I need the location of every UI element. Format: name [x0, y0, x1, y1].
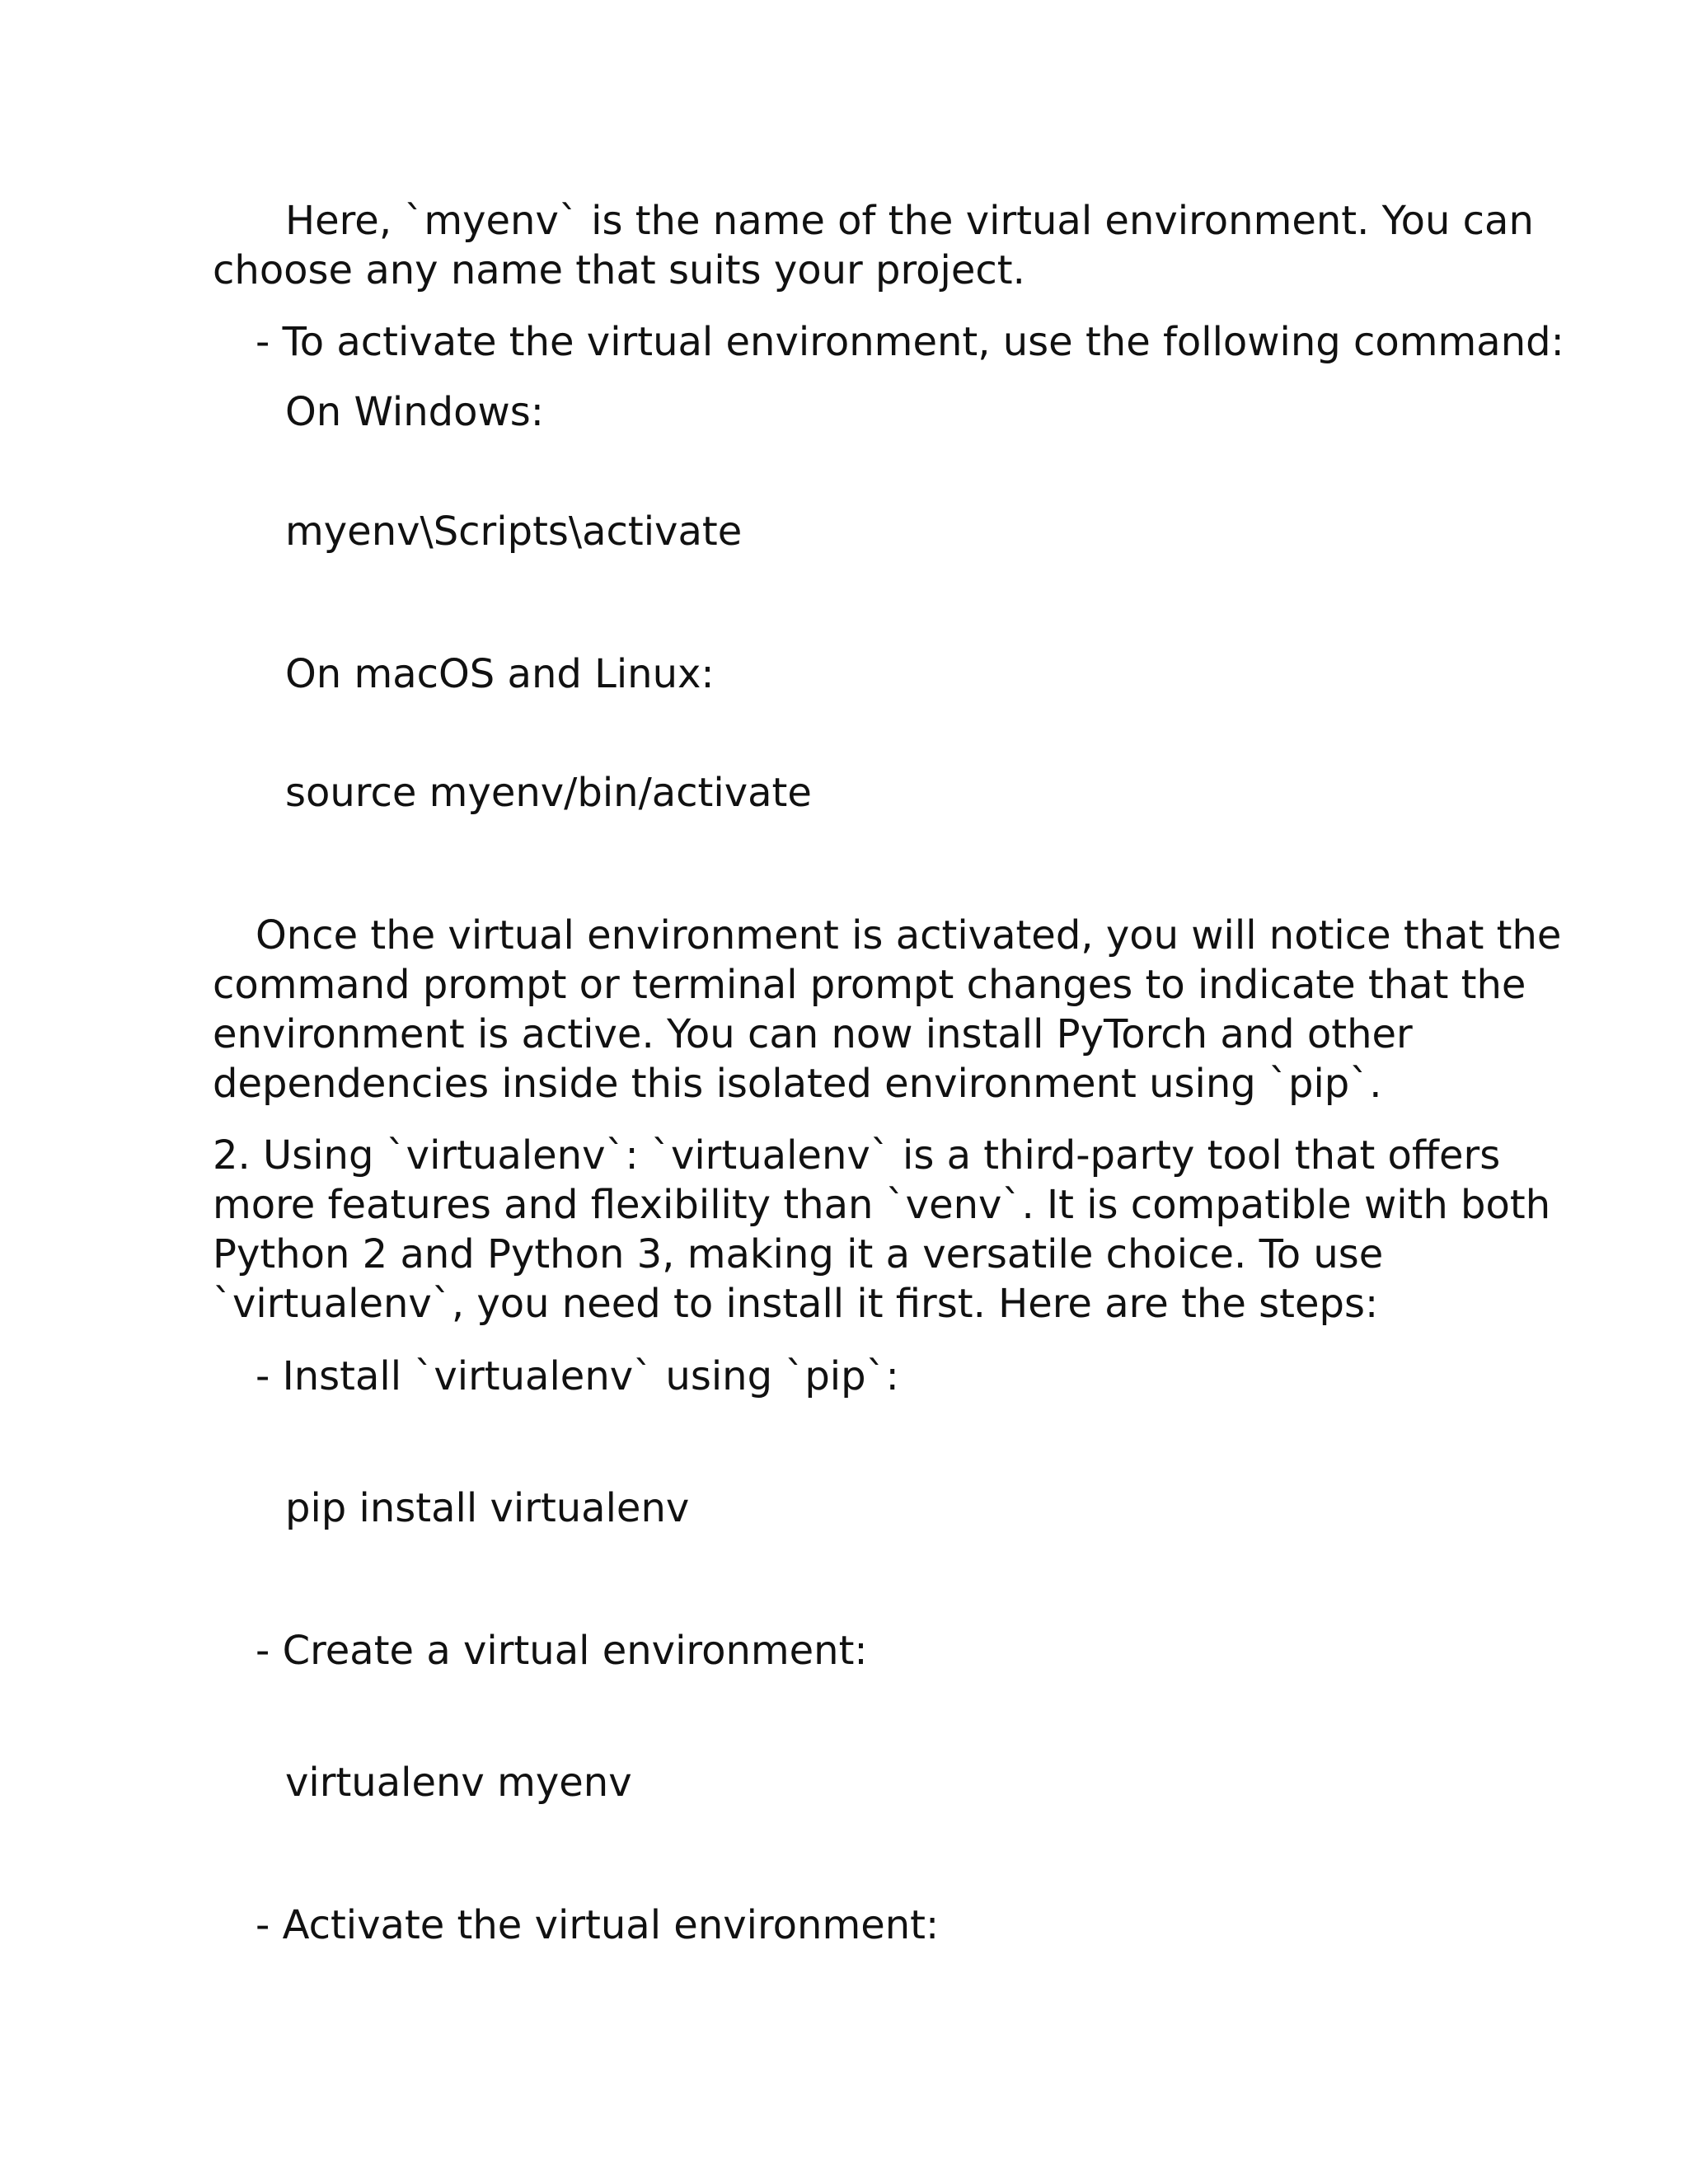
- paragraph-line: choose any name that suits your project.: [213, 247, 1025, 293]
- platform-label: On Windows:: [285, 389, 544, 435]
- paragraph-line: `virtualenv`, you need to install it first. Here are the steps:: [213, 1281, 1379, 1327]
- paragraph-line: Once the virtual environment is activated, you will notice that the: [256, 912, 1562, 958]
- paragraph-line: more features and flexibility than `venv`. It is compatible with both: [213, 1182, 1551, 1228]
- code-line: myenv\Scripts\activate: [285, 509, 743, 555]
- platform-label: On macOS and Linux:: [285, 651, 715, 697]
- paragraph-line: 2. Using `virtualenv`: `virtualenv` is a third-party tool that offers: [213, 1132, 1501, 1179]
- paragraph-line: environment is active. You can now install PyTorch and other: [213, 1011, 1413, 1057]
- code-line: pip install virtualenv: [285, 1485, 690, 1531]
- list-item: - Create a virtual environment:: [256, 1628, 868, 1674]
- list-item: - Activate the virtual environment:: [256, 1902, 940, 1948]
- paragraph-line: dependencies inside this isolated environment using `pip`.: [213, 1061, 1382, 1107]
- paragraph-line: Here, `myenv` is the name of the virtual environment. You can: [285, 198, 1534, 244]
- code-line: source myenv/bin/activate: [285, 770, 812, 816]
- list-item: - Install `virtualenv` using `pip`:: [256, 1353, 899, 1399]
- code-line: virtualenv myenv: [285, 1760, 632, 1806]
- paragraph-line: Python 2 and Python 3, making it a versatile choice. To use: [213, 1231, 1384, 1277]
- list-item: - To activate the virtual environment, use the following command:: [256, 319, 1564, 365]
- paragraph-line: command prompt or terminal prompt changes to indicate that the: [213, 962, 1526, 1008]
